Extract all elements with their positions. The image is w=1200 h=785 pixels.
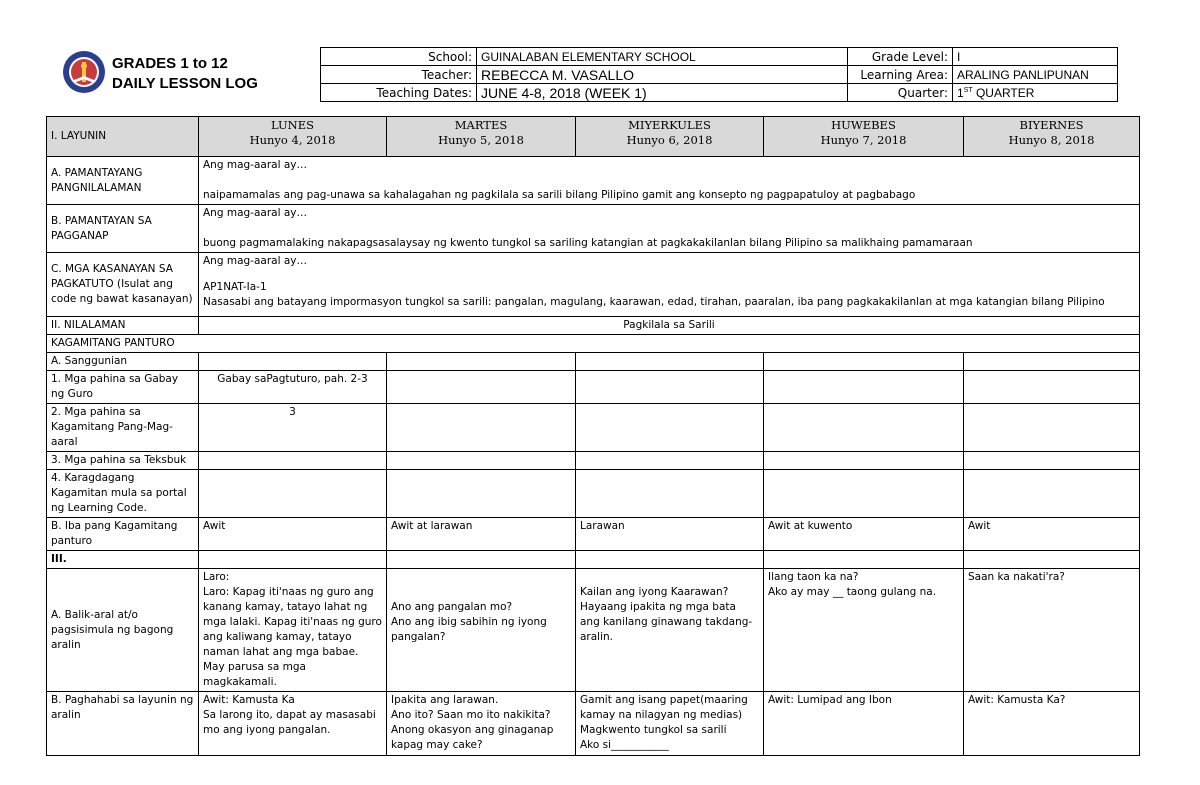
deped-seal-logo [62, 50, 106, 94]
table-cell [964, 353, 1140, 371]
grade-level-label: Grade Level: [848, 48, 953, 66]
teaching-dates-value: JUNE 4-8, 2018 (WEEK 1) [477, 84, 848, 102]
table-cell [199, 551, 387, 569]
iba-kagamitan-biyernes: Awit [964, 518, 1140, 551]
paghahabi-label: B. Paghahabi sa layunin ng aralin [47, 692, 199, 756]
table-row [47, 518, 1140, 551]
day-date: Hunyo 4, 2018 [249, 133, 336, 147]
table-row [47, 157, 1140, 205]
learning-area-value: ARALING PANLIPUNAN [953, 66, 1118, 84]
grade-level-value: I [953, 48, 1118, 66]
balik-aral-miyerkules: Kailan ang iyong Kaarawan? Hayaang ipakita ng mga bata ang kanilang ginawang takdang-aralin. [576, 569, 764, 692]
table-row [47, 404, 1140, 452]
table-row [47, 371, 1140, 404]
balik-aral-huwebes: Ilang taon ka na? Ako ay may __ taong gulang na. [764, 569, 964, 692]
pamantayan-content [199, 205, 1140, 253]
quarter-value [953, 84, 1118, 102]
competency-text: Nasasabi ang batayang impormasyon tungkol sa sarili: pangalan, magulang, kaarawan, edad, tirahan, paaralan, iba pang pagkakakilanlan at mga katangian bilang Pilipino [203, 296, 1105, 308]
balik-aral-biyernes: Saan ka nakati'ra? [964, 569, 1140, 692]
table-row [47, 452, 1140, 470]
pamantayang-label: A. PAMANTAYANG PANGNILALAMAN [47, 157, 199, 205]
competency-code: AP1NAT-Ia-1 [203, 281, 267, 293]
day-date: Hunyo 8, 2018 [1008, 133, 1095, 147]
table-cell [387, 470, 576, 518]
day-header-martes [387, 117, 576, 157]
table-cell [576, 551, 764, 569]
title-line-2: DAILY LESSON LOG [112, 75, 258, 92]
intro-text: Ang mag-aaral ay… [203, 207, 307, 219]
quarter-label: Quarter: [848, 84, 953, 102]
table-row [47, 253, 1140, 317]
pamantayang-content [199, 157, 1140, 205]
nilalaman-value: Pagkilala sa Sarili [199, 317, 1140, 335]
table-cell [964, 371, 1140, 404]
karagdagang-kagamitan-label: 4. Karagdagang Kagamitan mula sa portal ng Learning Code. [47, 470, 199, 518]
teacher-label: Teacher: [321, 66, 477, 84]
lesson-info-table [320, 47, 1118, 102]
table-cell [576, 371, 764, 404]
table-cell [576, 452, 764, 470]
balik-aral-martes: Ano ang pangalan mo? Ano ang ibig sabihin ng iyong pangalan? [387, 569, 576, 692]
day-name: MARTES [454, 118, 508, 132]
table-cell [199, 353, 387, 371]
section-iii-label: III. [47, 551, 199, 569]
kagamitan-label: KAGAMITANG PANTURO [47, 335, 1140, 353]
day-name: BIYERNES [1019, 118, 1084, 132]
table-cell [764, 404, 964, 452]
learning-area-label: Learning Area: [848, 66, 953, 84]
teaching-dates-label: Teaching Dates: [321, 84, 477, 102]
table-cell [387, 353, 576, 371]
day-date: Hunyo 5, 2018 [438, 133, 524, 147]
table-cell [199, 470, 387, 518]
gabay-guro-value: Gabay saPagtuturo, pah. 2-3 [199, 371, 387, 404]
iba-kagamitan-huwebes: Awit at kuwento [764, 518, 964, 551]
table-cell [387, 404, 576, 452]
table-cell [387, 371, 576, 404]
table-cell [764, 452, 964, 470]
day-name: LUNES [270, 118, 315, 132]
form-title [112, 54, 258, 94]
days-header-row [47, 117, 1140, 157]
lesson-log-table [46, 116, 1140, 756]
standard-text: buong pagmamalaking nakapagsasalaysay ng kwento tungkol sa sariling katangian at pagkakakilanlan bilang Pilipino sa malikhaing pamamaraan [203, 237, 973, 249]
table-cell [964, 551, 1140, 569]
paghahabi-miyerkules: Gamit ang isang papet(maaring kamay na nilagyan ng medias) Magkwento tungkol sa sarili Ako si___________ [576, 692, 764, 756]
kasanayan-label: C. MGA KASANAYAN SA PAGKATUTO (Isulat ang code ng bawat kasanayan) [47, 253, 199, 317]
day-header-miyerkules [576, 117, 764, 157]
pamantayan-label: B. PAMANTAYAN SA PAGGANAP [47, 205, 199, 253]
balik-aral-lunes: Laro: Laro: Kapag iti'naas ng guro ang kanang kamay, tatayo lahat ng mga lalaki. Kapag iti'naas ng guro ang kaliwang kamay, tatayo naman lahat ang mga babae. May parusa sa mga magkakamali. [199, 569, 387, 692]
day-header-biyernes [964, 117, 1140, 157]
table-row [47, 551, 1140, 569]
table-cell [199, 452, 387, 470]
quarter-number: 1 [957, 85, 964, 100]
paghahabi-huwebes: Awit: Lumipad ang Ibon [764, 692, 964, 756]
table-cell [576, 470, 764, 518]
school-value: GUINALABAN ELEMENTARY SCHOOL [477, 48, 848, 66]
kagamitang-mag-aaral-label: 2. Mga pahina sa Kagamitang Pang-Mag-aaral [47, 404, 199, 452]
table-cell [576, 353, 764, 371]
kasanayan-content [199, 253, 1140, 317]
gabay-guro-label: 1. Mga pahina sa Gabay ng Guro [47, 371, 199, 404]
table-cell [764, 371, 964, 404]
table-row [47, 335, 1140, 353]
table-row [47, 353, 1140, 371]
paghahabi-lunes: Awit: Kamusta Ka Sa larong ito, dapat ay masasabi mo ang iyong pangalan. [199, 692, 387, 756]
table-cell [764, 470, 964, 518]
day-name: HUWEBES [831, 118, 896, 132]
table-cell [576, 404, 764, 452]
paghahabi-martes: Ipakita ang larawan. Ano ito? Saan mo ito nakikita? Anong okasyon ang ginaganap kapag may cake? [387, 692, 576, 756]
intro-text: Ang mag-aaral ay… [203, 255, 307, 267]
day-date: Hunyo 7, 2018 [820, 133, 907, 147]
table-cell [964, 470, 1140, 518]
teacher-value: REBECCA M. VASALLO [477, 66, 848, 84]
teksbuk-label: 3. Mga pahina sa Teksbuk [47, 452, 199, 470]
iba-kagamitan-miyerkules: Larawan [576, 518, 764, 551]
quarter-suffix: ST [963, 86, 973, 94]
table-cell [387, 551, 576, 569]
table-row [47, 205, 1140, 253]
intro-text: Ang mag-aaral ay… [203, 159, 307, 171]
table-row [47, 317, 1140, 335]
table-row [47, 692, 1140, 756]
iba-kagamitan-martes: Awit at larawan [387, 518, 576, 551]
table-cell [964, 404, 1140, 452]
quarter-text: QUARTER [972, 85, 1035, 100]
nilalaman-label: II. NILALAMAN [47, 317, 199, 335]
table-cell [764, 353, 964, 371]
standard-text: naipamamalas ang pag-unawa sa kahalagahan ng pagkilala sa sarili bilang Pilipino gamit ang konsepto ng pagpapatuloy at pagbabago [203, 189, 916, 201]
table-cell [387, 452, 576, 470]
title-line-1: GRADES 1 to 12 [112, 55, 228, 72]
day-header-huwebes [764, 117, 964, 157]
table-row [47, 470, 1140, 518]
table-cell [964, 452, 1140, 470]
day-header-lunes [199, 117, 387, 157]
school-label: School: [321, 48, 477, 66]
balik-aral-label: A. Balik-aral at/o pagsisimula ng bagong aralin [47, 569, 199, 692]
table-cell [764, 551, 964, 569]
iba-pang-kagamitan-label: B. Iba pang Kagamitang panturo [47, 518, 199, 551]
iba-kagamitan-lunes: Awit [199, 518, 387, 551]
kagamitang-mag-aaral-value: 3 [199, 404, 387, 452]
table-row [47, 569, 1140, 692]
sanggunian-label: A. Sanggunian [47, 353, 199, 371]
paghahabi-biyernes: Awit: Kamusta Ka? [964, 692, 1140, 756]
day-name: MIYERKULES [628, 118, 711, 132]
day-date: Hunyo 6, 2018 [626, 133, 713, 147]
layunin-header: I. LAYUNIN [47, 117, 199, 157]
